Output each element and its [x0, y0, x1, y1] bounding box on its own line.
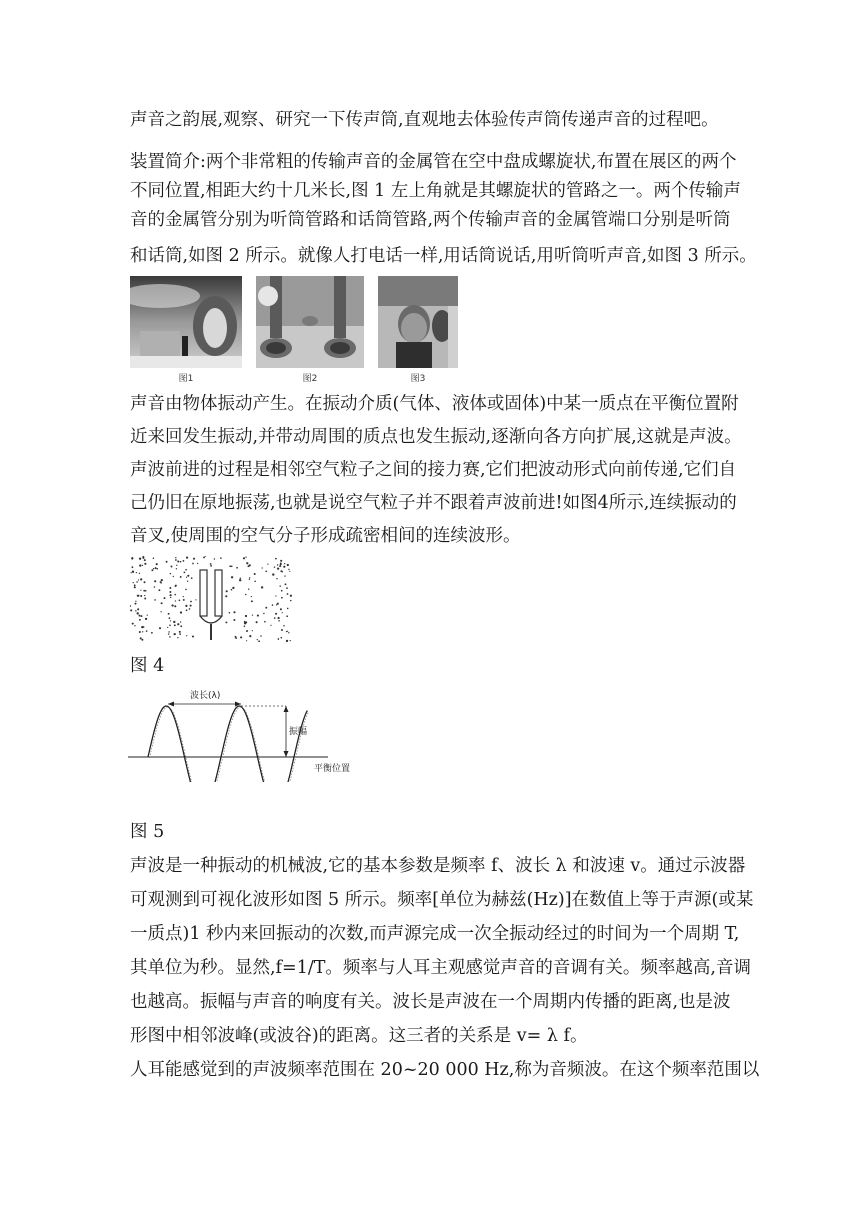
air-particle: [183, 599, 185, 601]
air-particle: [171, 604, 173, 606]
air-particle: [131, 558, 133, 560]
air-particle: [243, 557, 245, 559]
text-line: 可观测到可视化波形如图 5 所示。频率[单位为赫兹(Hz)]在数值上等于声源(或某: [130, 890, 754, 910]
air-particle: [144, 563, 146, 565]
air-particle: [288, 632, 289, 633]
air-particle: [140, 595, 142, 597]
air-particle: [144, 581, 146, 583]
air-particle: [246, 562, 248, 564]
air-particle: [275, 595, 276, 596]
air-particle: [286, 640, 288, 642]
air-particle: [254, 581, 256, 583]
air-particle: [151, 632, 153, 634]
air-particle: [141, 639, 143, 641]
air-particle: [226, 590, 228, 592]
equilibrium-label: 平衡位置: [314, 764, 351, 774]
air-particle: [134, 584, 136, 586]
text-line: 己仍旧在原地振荡,也就是说空气粒子并不跟着声波前进!如图4所示,连续振动的: [130, 493, 737, 513]
air-particle: [285, 583, 287, 585]
air-particle: [249, 635, 251, 637]
air-particle: [151, 569, 153, 571]
air-particle: [141, 626, 143, 628]
air-particle: [137, 608, 139, 610]
air-particle: [187, 581, 188, 582]
air-particle: [277, 564, 278, 565]
air-particle: [231, 589, 233, 591]
air-particle: [239, 579, 241, 581]
air-particle: [251, 596, 252, 597]
air-particle: [174, 605, 176, 607]
air-particle: [248, 565, 250, 567]
air-particle: [137, 595, 139, 597]
air-particle: [279, 565, 281, 567]
air-particle: [175, 559, 177, 561]
text-line: 声波前进的过程是相邻空气粒子之间的接力赛,它们把波动形式向前传递,它们自: [130, 460, 737, 480]
figure-3-photo: [378, 276, 458, 368]
air-particle: [186, 635, 187, 636]
air-particle: [195, 599, 196, 600]
air-particle: [187, 575, 189, 577]
air-particle: [287, 608, 289, 610]
air-particle: [248, 588, 249, 589]
air-particle: [281, 637, 283, 639]
air-particle: [135, 610, 136, 611]
air-particle: [142, 631, 143, 632]
air-particle: [184, 572, 186, 574]
air-particle: [280, 562, 282, 564]
air-particle: [137, 612, 139, 614]
air-particle: [173, 576, 174, 577]
air-particle: [164, 597, 166, 599]
text-line: 人耳能感觉到的声波频率范围在 20~20 000 Hz,称为音频波。在这个频率范围以: [130, 1060, 760, 1080]
text-line: 装置简介:两个非常粗的传输声音的金属管在空中盘成螺旋状,布置在展区的两个: [130, 152, 737, 172]
air-particle: [161, 602, 163, 604]
air-particle: [177, 623, 179, 625]
air-particle: [169, 591, 171, 593]
air-particle: [138, 579, 139, 580]
air-particle: [175, 586, 176, 587]
air-particle: [256, 621, 258, 623]
air-particle: [153, 568, 154, 569]
air-particle: [189, 608, 191, 610]
air-particle: [173, 621, 175, 623]
air-particle: [147, 614, 148, 615]
air-particle: [140, 590, 141, 591]
air-particle: [249, 579, 250, 580]
air-particle: [132, 566, 134, 568]
air-particle: [155, 567, 157, 569]
air-particle: [186, 577, 187, 578]
text-line: 近来回发生振动,并带动周围的质点也发生振动,逐渐向各方向扩展,这就是声波。: [130, 427, 742, 447]
air-particle: [175, 600, 176, 601]
air-particle: [168, 613, 170, 615]
air-particle: [157, 568, 159, 570]
figure-5-wave-diagram: [128, 684, 364, 782]
air-particle: [229, 612, 231, 614]
air-particle: [171, 566, 173, 568]
air-particle: [267, 563, 268, 564]
air-particle: [287, 631, 288, 632]
wavelength-label: 波长(λ): [190, 691, 221, 701]
air-particle: [260, 635, 262, 637]
air-particle: [214, 558, 215, 559]
air-particle: [280, 608, 282, 610]
air-particle: [276, 578, 277, 579]
text-line: 和话筒,如图 2 所示。就像人打电话一样,用话筒说话,用听筒听声音,如图 3 所示。: [130, 246, 757, 266]
figure-4-label: 图 4: [130, 656, 165, 676]
air-particle: [174, 594, 176, 596]
air-particle: [249, 577, 250, 578]
air-particle: [290, 600, 291, 601]
air-particle: [186, 609, 188, 611]
air-particle: [146, 630, 148, 632]
air-particle: [254, 573, 256, 575]
air-particle: [277, 603, 279, 605]
air-particle: [170, 620, 171, 621]
air-particle: [139, 573, 140, 574]
air-particle: [160, 582, 161, 583]
air-particle: [144, 559, 146, 561]
air-particle: [246, 640, 247, 641]
air-particle: [140, 637, 142, 639]
air-particle: [210, 563, 212, 565]
figure-1-photo: [130, 276, 242, 368]
air-particle: [274, 617, 276, 619]
air-particle: [161, 579, 163, 581]
air-particle: [280, 570, 282, 572]
air-particle: [135, 603, 137, 605]
air-particle: [220, 557, 222, 559]
text-line: 声波是一种振动的机械波,它的基本参数是频率 f、波长 λ 和波速 v。通过示波器: [130, 856, 746, 876]
air-particle: [180, 611, 182, 613]
air-particle: [132, 623, 134, 625]
air-particle: [235, 636, 237, 638]
text-line: 声音之韵展,观察、研究一下传声筒,直观地去体验传声筒传递声音的过程吧。: [130, 110, 719, 130]
air-particle: [252, 614, 253, 615]
air-particle: [193, 558, 195, 560]
air-particle: [133, 582, 134, 583]
air-particle: [244, 625, 246, 627]
air-particle: [192, 636, 194, 638]
air-particle: [280, 560, 282, 562]
air-particle: [270, 625, 271, 626]
text-line: 形图中相邻波峰(或波谷)的距离。这三者的关系是 v= λ f。: [130, 1026, 588, 1046]
air-particle: [289, 571, 290, 572]
air-particle: [252, 630, 253, 631]
air-particle: [177, 560, 179, 562]
air-particle: [139, 631, 141, 633]
text-line: 一质点)1 秒内来回振动的次数,而声源完成一次全振动经过的时间为一个周期 T,: [130, 924, 740, 944]
text-line: 也越高。振幅与声音的响度有关。波长是声波在一个周期内传播的距离,也是波: [130, 992, 731, 1012]
air-particle: [192, 563, 194, 565]
figure-2-photo: [256, 276, 364, 368]
air-particle: [132, 571, 134, 573]
air-particle: [141, 615, 143, 617]
air-particle: [290, 640, 291, 641]
air-particle: [277, 567, 279, 569]
figure-4-tuning-fork: [130, 556, 294, 642]
air-particle: [251, 600, 253, 602]
air-particle: [179, 631, 181, 633]
air-particle: [287, 564, 289, 566]
air-particle: [145, 590, 147, 592]
air-particle: [140, 578, 142, 580]
air-particle: [176, 565, 177, 566]
air-particle: [154, 599, 156, 601]
air-particle: [284, 575, 285, 576]
air-particle: [168, 631, 169, 632]
air-particle: [139, 615, 141, 617]
air-particle: [142, 557, 144, 559]
air-particle: [130, 609, 132, 611]
air-particle: [278, 638, 280, 640]
air-particle: [282, 612, 283, 613]
air-particle: [278, 620, 280, 622]
air-particle: [170, 597, 171, 598]
air-particle: [142, 565, 143, 566]
air-particle: [134, 586, 136, 588]
air-particle: [159, 627, 161, 629]
air-particle: [153, 558, 155, 560]
text-line: 音叉,使周围的空气分子形成疏密相间的连续波形。: [130, 526, 521, 546]
air-particle: [180, 625, 182, 627]
air-particle: [283, 625, 285, 627]
air-particle: [183, 560, 185, 562]
air-particle: [281, 590, 283, 592]
air-particle: [135, 601, 136, 602]
air-particle: [261, 586, 263, 588]
amplitude-label: 振幅: [289, 727, 308, 737]
air-particle: [142, 556, 144, 557]
air-particle: [156, 563, 158, 565]
air-particle: [236, 567, 238, 569]
air-particle: [286, 615, 288, 617]
air-particle: [131, 572, 132, 573]
air-particle: [284, 563, 285, 564]
air-particle: [245, 615, 247, 617]
air-particle: [144, 598, 146, 600]
air-particle: [203, 557, 205, 559]
air-particle: [205, 556, 206, 557]
air-particle: [169, 624, 171, 626]
air-particle: [191, 577, 193, 579]
air-particle: [244, 622, 246, 624]
air-particle: [279, 585, 280, 586]
air-particle: [158, 589, 160, 591]
air-particle: [262, 567, 263, 568]
air-particle: [245, 557, 246, 558]
air-particle: [231, 565, 233, 567]
air-particle: [136, 572, 137, 573]
air-particle: [185, 589, 187, 591]
air-particle: [257, 615, 259, 617]
air-particle: [265, 570, 267, 572]
figure-2-caption: 图2: [302, 374, 318, 384]
air-particle: [281, 597, 283, 599]
air-particle: [168, 633, 169, 634]
air-particle: [174, 633, 176, 635]
air-particle: [179, 633, 181, 635]
air-particle: [143, 590, 145, 592]
air-particle: [281, 629, 283, 631]
air-particle: [185, 605, 187, 607]
air-particle: [175, 557, 176, 558]
air-particle: [154, 580, 156, 582]
air-particle: [139, 558, 141, 560]
air-particle: [233, 611, 235, 613]
air-particle: [258, 640, 260, 642]
air-particle: [167, 627, 168, 628]
air-particle: [177, 637, 178, 638]
air-particle: [180, 576, 182, 578]
air-particle: [169, 636, 171, 638]
air-particle: [245, 594, 247, 596]
air-particle: [144, 595, 145, 596]
figure-5-label: 图 5: [130, 822, 165, 842]
air-particle: [288, 569, 289, 570]
air-particle: [265, 607, 267, 609]
air-particle: [134, 625, 135, 626]
air-particle: [169, 617, 171, 619]
text-line: 声音由物体振动产生。在振动介质(气体、液体或固体)中某一质点在平衡位置附: [130, 394, 739, 414]
air-particle: [264, 621, 266, 623]
figure-1-caption: 图1: [178, 374, 194, 384]
air-particle: [233, 619, 235, 621]
air-particle: [160, 611, 161, 612]
air-particle: [257, 639, 258, 640]
air-particle: [174, 624, 176, 626]
air-particle: [185, 569, 187, 571]
air-particle: [246, 630, 248, 632]
air-particle: [277, 617, 279, 619]
air-particle: [229, 565, 231, 567]
air-particle: [232, 587, 234, 589]
air-particle: [130, 605, 131, 607]
air-particle: [272, 573, 274, 575]
air-particle: [286, 631, 287, 632]
air-particle: [180, 621, 181, 622]
air-particle: [169, 587, 171, 589]
air-particle: [275, 558, 277, 560]
text-line: 其单位为秒。显然,f=1/T。频率与人耳主观感觉声音的音调有关。频率越高,音调: [130, 958, 751, 978]
air-particle: [290, 595, 292, 597]
air-particle: [139, 564, 141, 566]
air-particle: [183, 596, 184, 597]
air-particle: [170, 573, 171, 574]
air-particle: [180, 561, 182, 563]
air-particle: [283, 566, 285, 568]
air-particle: [225, 621, 227, 623]
air-particle: [136, 581, 138, 583]
air-particle: [263, 613, 264, 614]
air-particle: [154, 586, 156, 588]
figure-3-caption: 图3: [410, 374, 426, 384]
text-line: 音的金属管分别为听筒管路和话筒管路,两个传输声音的金属管端口分别是听筒: [130, 210, 731, 230]
air-particle: [231, 576, 233, 578]
air-particle: [179, 599, 181, 601]
air-particle: [190, 605, 192, 607]
air-particle: [275, 613, 277, 615]
air-particle: [272, 604, 274, 606]
air-particle: [287, 593, 289, 595]
air-particle: [240, 577, 241, 578]
air-particle: [240, 636, 242, 638]
air-particle: [170, 594, 172, 596]
air-particle: [210, 565, 212, 567]
air-particle: [166, 561, 168, 563]
air-particle: [225, 595, 227, 597]
air-particle: [190, 601, 192, 603]
text-line: 不同位置,相距大约十几米长,图 1 左上角就是其螺旋状的管路之一。两个传输声: [130, 181, 741, 201]
air-particle: [139, 619, 141, 621]
sine-wave: [148, 706, 307, 782]
air-particle: [274, 566, 275, 567]
air-particle: [176, 568, 177, 569]
air-particle: [186, 556, 188, 558]
air-particle: [286, 587, 288, 589]
air-particle: [197, 563, 198, 564]
air-particle: [145, 618, 147, 620]
